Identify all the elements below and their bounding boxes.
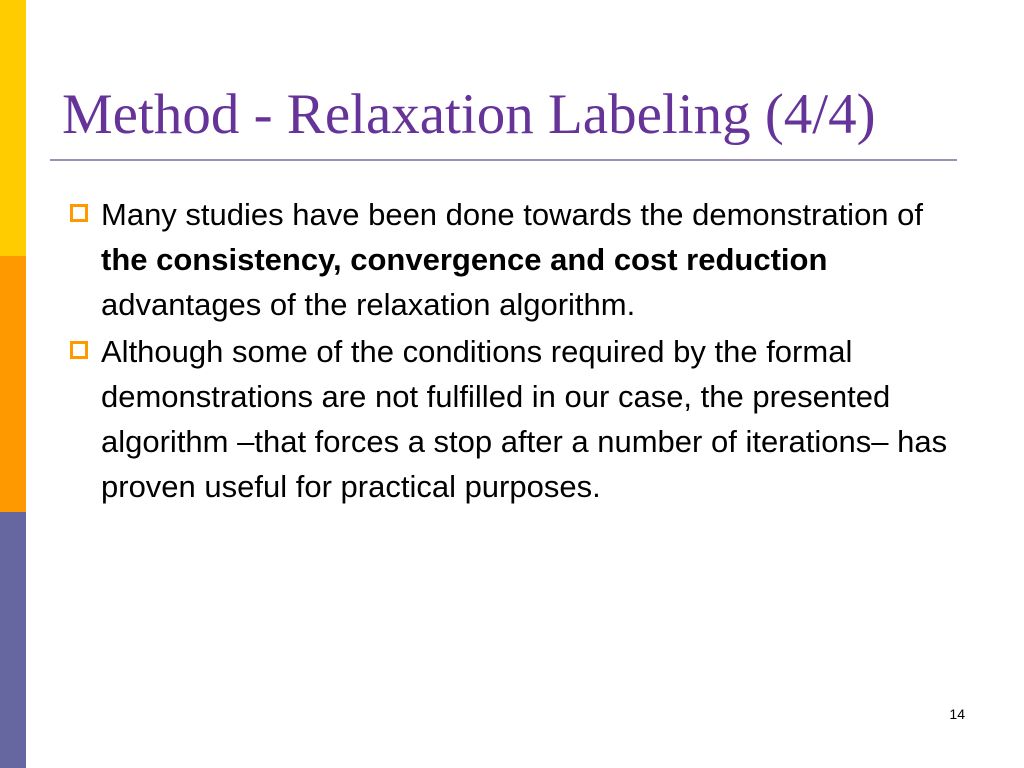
slide-title: Method - Relaxation Labeling (4/4) (62, 83, 876, 146)
bullet-text-before: Many studies have been done towards the demonstration of (101, 197, 924, 232)
side-band-top (0, 0, 26, 256)
side-band-middle (0, 256, 26, 512)
bullet-text-bold: the consistency, convergence and cost reduction (101, 242, 828, 277)
title-divider (50, 159, 957, 161)
bullet-item (66, 329, 966, 509)
bullet-text-after: advantages of the relaxation algorithm. (101, 287, 636, 322)
bullet-item (66, 192, 966, 327)
hollow-square-icon (70, 204, 88, 222)
bullet-list (66, 192, 966, 511)
page-number: 14 (949, 706, 965, 722)
bullet-text: Although some of the conditions required by the formal demonstrations are not fulfilled in our case, the presented algorithm –that forces a stop after a number of iterations– has proven useful for practical purposes. (101, 334, 948, 504)
side-band-bottom (0, 512, 26, 768)
hollow-square-icon (70, 341, 88, 359)
